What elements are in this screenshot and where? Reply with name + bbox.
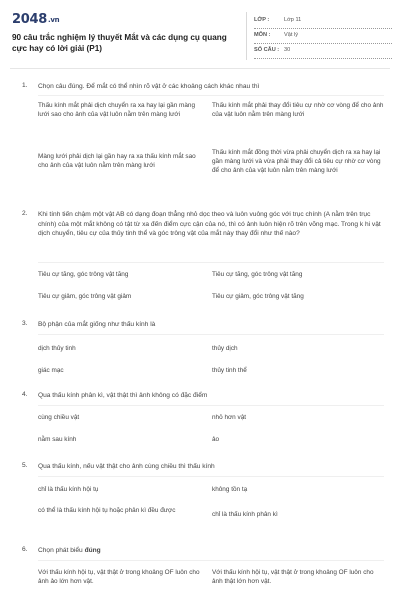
header-divider (246, 12, 247, 60)
meta-row-subject (254, 29, 392, 44)
document-title: 90 câu trắc nghiệm lý thuyết Mắt và các dụng cụ quang cực hay có lời giải (P1) (12, 33, 227, 53)
meta-key: MÔN : (254, 32, 271, 38)
answer-option-b[interactable]: không tồn tạ (212, 486, 248, 493)
answer-option-a[interactable]: Tiêu cự tăng, góc trông vật tăng (38, 271, 129, 278)
answer-option-c[interactable]: Tiêu cự giảm, góc trông vật giảm (38, 293, 132, 300)
divider (38, 95, 384, 96)
meta-value: 30 (284, 47, 291, 53)
meta-row-grade (254, 14, 392, 29)
question-number: 1. (22, 82, 28, 89)
question-number: 3. (22, 320, 28, 327)
divider (38, 476, 384, 477)
answer-option-d[interactable]: chỉ là thấu kính phân kì (212, 511, 278, 518)
question-text: Bộ phận của mắt giống như thấu kính là (38, 321, 156, 328)
divider (38, 334, 384, 335)
divider (38, 262, 384, 263)
meta-value: Vật lý (284, 32, 298, 38)
answer-option-b[interactable]: Tiêu cự tăng, góc trông vật tăng (212, 271, 303, 278)
answer-option-c[interactable]: giác mạc (38, 367, 64, 374)
answer-option-d[interactable]: ảo (212, 436, 220, 443)
question-number: 4. (22, 391, 28, 398)
answer-option-a[interactable]: chỉ là thấu kính hội tụ (38, 486, 99, 493)
answer-option-b[interactable]: nhỏ hơn vật (212, 414, 247, 421)
divider (38, 560, 384, 561)
answer-option-b[interactable]: Thấu kính mắt phải thay đổi tiêu cự nhờ cơ vòng để cho ảnh của vật luôn nằm trên màng lưới (212, 102, 384, 118)
answer-option-d[interactable]: Tiêu cự giảm, góc trông vật tăng (212, 293, 304, 300)
header-rule (10, 68, 390, 69)
question-text: Qua thấu kính, nếu vật thật cho ảnh cùng chiều thì thấu kính (38, 463, 215, 470)
answer-option-a[interactable]: dịch thủy tinh (38, 345, 76, 352)
answer-option-b[interactable]: thủy dịch (212, 345, 238, 352)
logo-suffix: .vn (47, 16, 60, 24)
meta-key: LỚP : (254, 17, 270, 23)
meta-table (254, 14, 392, 59)
question-text-emphasis: đúng (84, 547, 101, 554)
site-logo[interactable] (12, 12, 59, 27)
logo-text: 2048 (12, 12, 47, 27)
question-text: Khi tính tiến chậm một vật AB có dạng đoạn thẳng nhỏ dọc theo và luôn vuông góc với trục chính (A nằm trên trục chính) của một mắt không có tật từ xa đến điểm cực cận của nó, thì có ảnh luôn hiện rõ trên võng mạc. Trong k hi vật dịch chuyển, tiêu cự của thủy tinh thể và góc trông vật của mắt này thay đổi như thế nào? (38, 211, 381, 238)
meta-key: SỐ CÂU : (254, 47, 280, 53)
answer-option-c[interactable]: Màng lưới phải dịch lại gần hay ra xa thấu kính mắt sao cho ảnh của vật luôn nằm trên màng lưới (38, 153, 196, 169)
question-text-prefix: Chọn phát biểu (38, 547, 85, 554)
answer-option-d[interactable]: Thấu kính mắt đồng thời vừa phải chuyển dịch ra xa hay lại gần màng lưới và vừa phải thay đổi cả tiêu cự nhờ cơ vòng để cho ảnh của vật luôn nằm trên màng lưới (212, 149, 381, 174)
question-text: Qua thấu kính phân kì, vật thật thì ảnh không có đặc điểm (38, 392, 208, 399)
document-header (0, 0, 400, 76)
answer-option-c[interactable]: nằm sau kính (38, 436, 77, 443)
question-text (38, 546, 386, 556)
meta-value: Lớp 11 (284, 17, 302, 23)
meta-row-count (254, 44, 392, 59)
answer-option-c[interactable]: có thể là thấu kính hội tụ hoặc phân kì đều được (38, 507, 176, 514)
question-number: 6. (22, 546, 28, 553)
answer-option-d[interactable]: thủy tinh thể (212, 367, 247, 374)
divider (38, 405, 384, 406)
question-text: Chọn câu đúng. Để mắt có thể nhìn rõ vật ở các khoảng cách khác nhau thì (38, 83, 260, 90)
answer-option-b[interactable]: Với thấu kính hội tụ, vật thật ở trong khoảng OF luôn cho ảnh thật lớn hơn vật. (212, 569, 374, 585)
question-number: 2. (22, 210, 28, 217)
answer-option-a[interactable]: Với thấu kính hội tụ, vật thật ở trong khoảng OF luôn cho ảnh ảo lớn hơn vật. (38, 569, 200, 585)
question-number: 5. (22, 462, 28, 469)
answer-option-a[interactable]: Thấu kính mắt phải dịch chuyển ra xa hay lại gần màng lưới sao cho ảnh của vật luôn nằm trên màng lưới (38, 102, 196, 118)
answer-option-a[interactable]: cùng chiều vật (38, 414, 80, 421)
